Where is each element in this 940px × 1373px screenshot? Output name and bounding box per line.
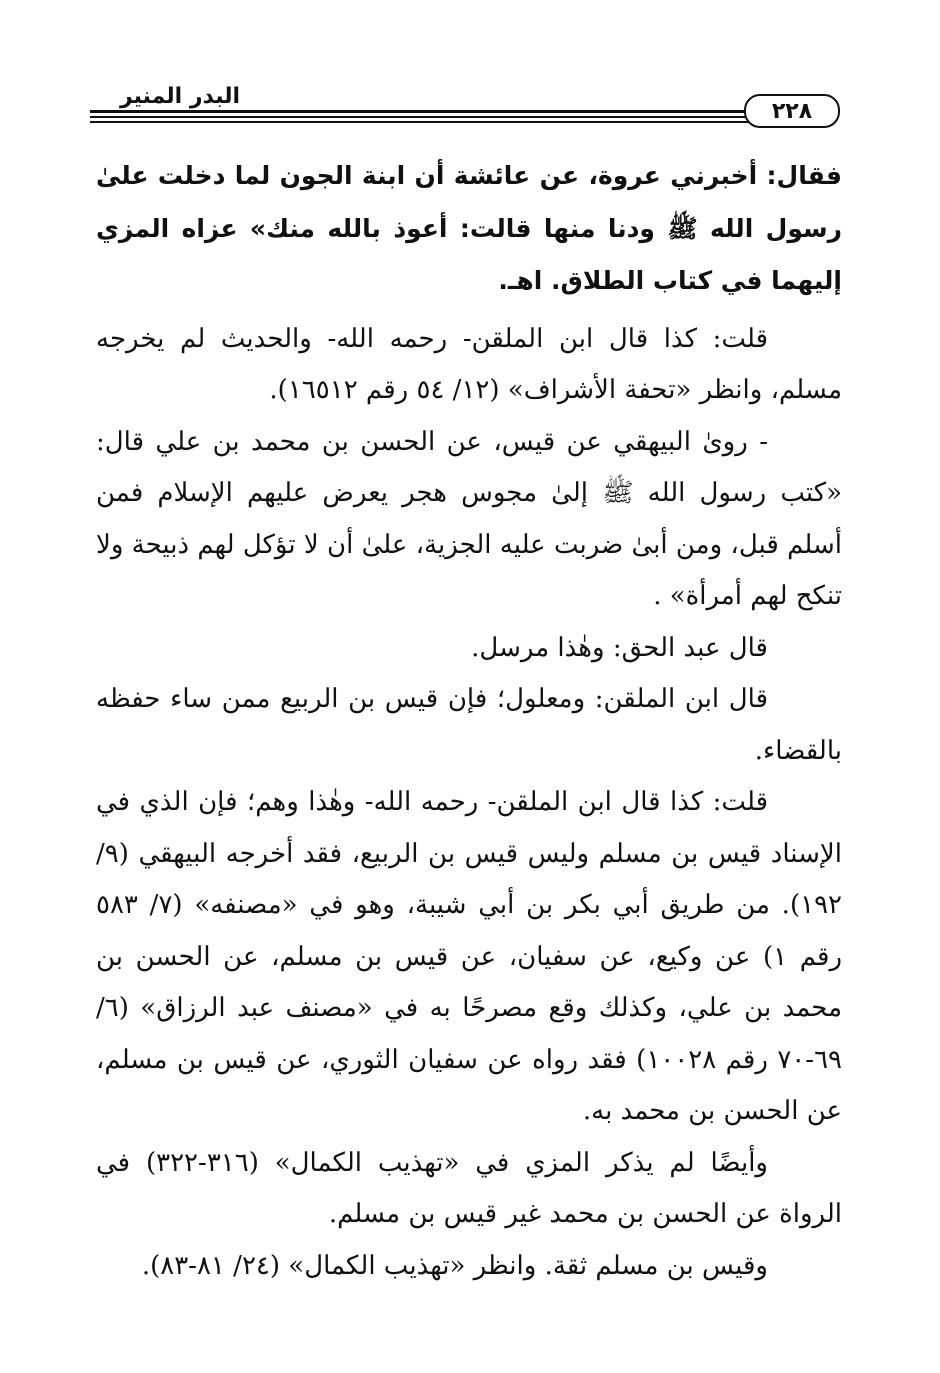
page-header [90,82,842,130]
body-text [96,150,842,1292]
paragraph [96,150,842,308]
header-rule [90,121,750,123]
paragraph: قلت: كذا قال ابن الملقن- رحمه الله- والحديث لم يخرجه مسلم، وانظر «تحفة الأشراف» (١٢/ ٥٤ رقم ١٦٥١٢). [96,323,842,405]
paragraph: وأيضًا لم يذكر المزي في «تهذيب الكمال» (٣١٦-٣٢٢) في الرواة عن الحسن بن محمد غير قيس بن مسلم. [96,1147,842,1229]
running-title: البدر المنير [120,84,241,109]
paragraph: قلت: كذا قال ابن الملقن- رحمه الله- وهٰذا وهم؛ فإن الذي في الإسناد قيس بن مسلم وليس قيس بن الربيع، فقد أخرجه البيهقي (٩/ ١٩٢). من طريق أبي بكر بن أبي شيبة، وهو في «مصنفه» (٧/ ٥٨٣ رقم ١) عن وكيع، عن سفيان، عن قيس بن مسلم، عن الحسن بن محمد بن علي، وكذلك وقع مصرحًا به في «مصنف عبد الرزاق» (٦/ ٦٩-٧٠ رقم ١٠٠٢٨) فقد رواه عن سفيان الثوري، عن قيس بن مسلم، عن الحسن بن محمد به. [96,787,843,1126]
paragraph: قال ابن الملقن: ومعلول؛ فإن قيس بن الربيع ممن ساء حفظه بالقضاء. [96,684,842,766]
paragraph: وقيس بن مسلم ثقة. وانظر «تهذيب الكمال» (٢٤/ ٨١-٨٣). [141,1250,768,1281]
paragraph: قال عبد الحق: وهٰذا مرسل. [471,632,768,663]
page-number: ٢٢٨ [744,94,840,128]
paragraph-text: فقال: أخبرني عروة، عن عائشة أن ابنة الجون لما دخلت علىٰ رسول الله ﷺ ودنا منها قالت: أعوذ بالله منك» عزاه المزي إليهما في كتاب الطلاق. اهـ. [96,161,842,295]
header-rule [90,116,750,118]
paragraph: - روىٰ البيهقي عن قيس، عن الحسن بن محمد بن علي قال: «كتب رسول الله ﷺ إلىٰ مجوس هجر يعرض عليهم الإسلام فمن أسلم قبل، ومن أبىٰ ضربت عليه الجزية، علىٰ أن لا تؤكل لهم ذبيحة ولا تنكح لهم أمرأة» . [96,426,842,611]
header-rule [90,110,750,113]
